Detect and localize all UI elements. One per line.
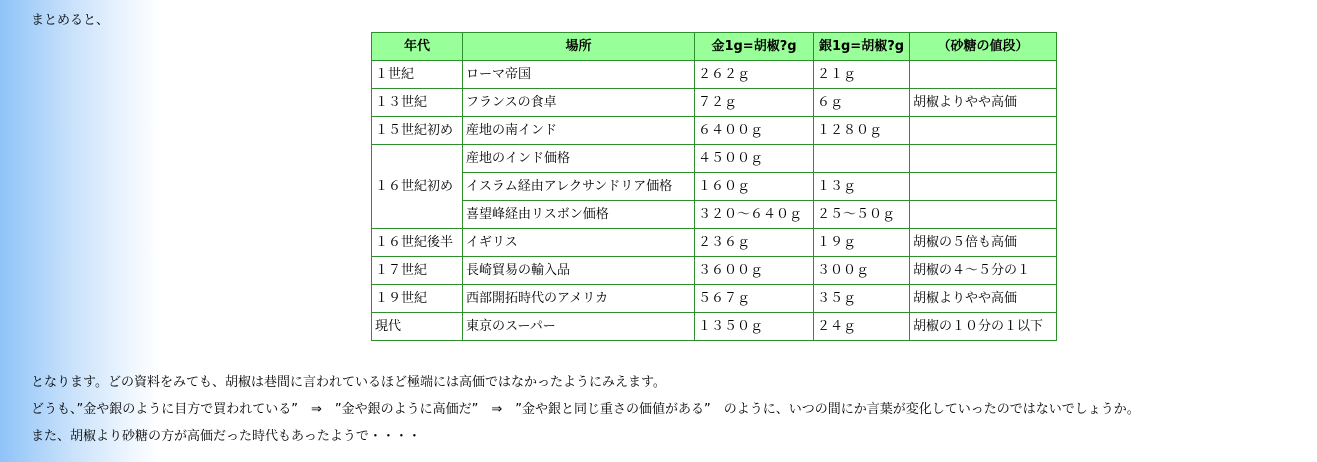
cell-silver: ３００ｇ (814, 257, 910, 285)
cell-era: １３世紀 (372, 89, 463, 117)
paragraph-sugar-note: また、胡椒より砂糖の方が高価だった時代もあったようで・・・・ (31, 429, 421, 444)
cell-sugar (910, 201, 1057, 229)
cell-place: 西部開拓時代のアメリカ (463, 285, 695, 313)
table-row (372, 285, 1057, 313)
header-silver: 銀1g=胡椒?g (814, 33, 910, 61)
cell-gold: ２３６ｇ (695, 229, 814, 257)
table-row (372, 313, 1057, 341)
cell-sugar (910, 145, 1057, 173)
cell-gold: ３６００ｇ (695, 257, 814, 285)
cell-gold: ２６２ｇ (695, 61, 814, 89)
table-header-row (372, 33, 1057, 61)
cell-sugar: 胡椒の４～５分の１ (910, 257, 1057, 285)
table-row (372, 201, 1057, 229)
cell-place: ローマ帝国 (463, 61, 695, 89)
cell-gold: ３２０～６４０ｇ (695, 201, 814, 229)
cell-silver: ２１ｇ (814, 61, 910, 89)
cell-place: 喜望峰経由リスボン価格 (463, 201, 695, 229)
cell-silver: ２５～５０ｇ (814, 201, 910, 229)
cell-place: 産地のインド価格 (463, 145, 695, 173)
cell-sugar: 胡椒の１０分の１以下 (910, 313, 1057, 341)
cell-era: １５世紀初め (372, 117, 463, 145)
cell-era: １６世紀後半 (372, 229, 463, 257)
cell-gold: １６０ｇ (695, 173, 814, 201)
header-place: 場所 (463, 33, 695, 61)
cell-era: １７世紀 (372, 257, 463, 285)
cell-silver: １９ｇ (814, 229, 910, 257)
table-row (372, 173, 1057, 201)
cell-era: 現代 (372, 313, 463, 341)
cell-place: 産地の南インド (463, 117, 695, 145)
cell-era: １９世紀 (372, 285, 463, 313)
cell-sugar: 胡椒よりやや高価 (910, 89, 1057, 117)
cell-sugar: 胡椒の５倍も高価 (910, 229, 1057, 257)
cell-gold: ６４００ｇ (695, 117, 814, 145)
cell-silver: ２４ｇ (814, 313, 910, 341)
paragraph-conclusion: となります。どの資料をみても、胡椒は巷間に言われているほど極端には高価ではなかったようにみえます。 (31, 375, 666, 390)
cell-silver: １２８０ｇ (814, 117, 910, 145)
cell-gold: ７２ｇ (695, 89, 814, 117)
cell-place: イスラム経由アレクサンドリア価格 (463, 173, 695, 201)
table-row (372, 145, 1057, 173)
cell-sugar (910, 173, 1057, 201)
cell-silver (814, 145, 910, 173)
cell-place: フランスの食卓 (463, 89, 695, 117)
cell-gold: １３５０ｇ (695, 313, 814, 341)
header-gold: 金1g=胡椒?g (695, 33, 814, 61)
intro-text: まとめると、 (31, 13, 110, 28)
header-sugar: （砂糖の値段） (910, 33, 1057, 61)
cell-era-merged: １６世紀初め (372, 145, 463, 229)
table-row (372, 229, 1057, 257)
cell-silver: １３ｇ (814, 173, 910, 201)
table-row (372, 117, 1057, 145)
pepper-price-table (371, 32, 1057, 341)
cell-silver: ３５ｇ (814, 285, 910, 313)
cell-gold: ４５００ｇ (695, 145, 814, 173)
table-row (372, 61, 1057, 89)
cell-gold: ５６７ｇ (695, 285, 814, 313)
cell-sugar (910, 117, 1057, 145)
header-era: 年代 (372, 33, 463, 61)
cell-era: １世紀 (372, 61, 463, 89)
table-row (372, 257, 1057, 285)
cell-place: 長崎貿易の輸入品 (463, 257, 695, 285)
cell-place: イギリス (463, 229, 695, 257)
table-row (372, 89, 1057, 117)
paragraph-word-change: どうも、”金や銀のように目方で買われている” ⇒ ”金や銀のように高価だ” ⇒ ”金や銀と同じ重さの価値がある” のように、いつの間にか言葉が変化していったのではないでしょうか。 (31, 402, 1140, 417)
cell-sugar: 胡椒よりやや高価 (910, 285, 1057, 313)
cell-place: 東京のスーパー (463, 313, 695, 341)
cell-sugar (910, 61, 1057, 89)
cell-silver: ６ｇ (814, 89, 910, 117)
